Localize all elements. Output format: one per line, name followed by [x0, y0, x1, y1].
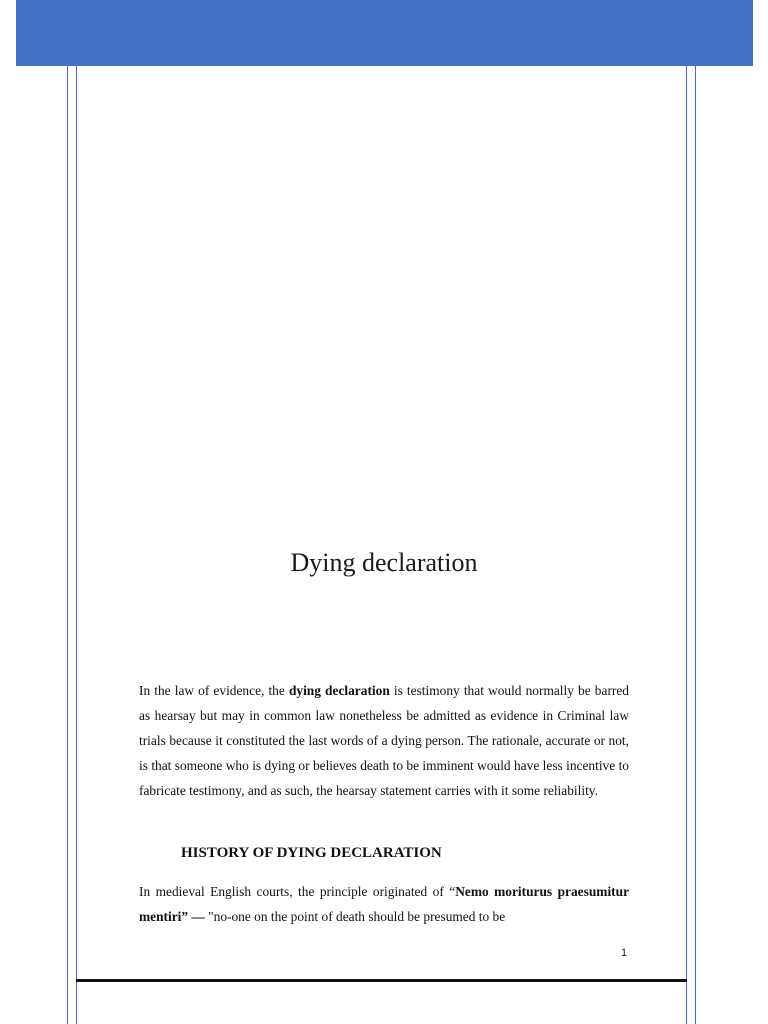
intro-bold-term: dying declaration — [288, 683, 390, 698]
history-paragraph — [139, 879, 629, 929]
page-number: 1 — [621, 947, 628, 959]
page-border-left-outer — [67, 66, 68, 1024]
page-border-right-inner — [686, 66, 687, 1024]
intro-text-2: is testimony that would normally be barred as hearsay but may in common law nonetheless be admitted as evidence in Criminal law trials because it constituted the last words of a dying person. The rationale, accurate or not, is that someone who is dying or believes death to be imminent would have less incentive to fabricate testimony, and as such, the hearsay statement carries with it some reliability. — [139, 683, 629, 798]
history-bold-maxim: Nemo moriturus praesumitur mentiri” — — [139, 884, 630, 924]
section-heading: HISTORY OF DYING DECLARATION — [181, 845, 442, 861]
intro-text-1: In the law of evidence, the — [139, 683, 289, 698]
intro-paragraph — [139, 678, 629, 803]
header-band — [16, 0, 753, 66]
page-border-right-outer — [695, 66, 696, 1024]
footer-rule — [76, 979, 687, 982]
page-border-left-inner — [76, 66, 77, 1024]
document-title: Dying declaration — [290, 548, 478, 577]
history-text-2: "no-one on the point of death should be presumed to be — [204, 909, 506, 924]
history-text-1: In medieval English courts, the principle originated of “ — [139, 884, 456, 899]
